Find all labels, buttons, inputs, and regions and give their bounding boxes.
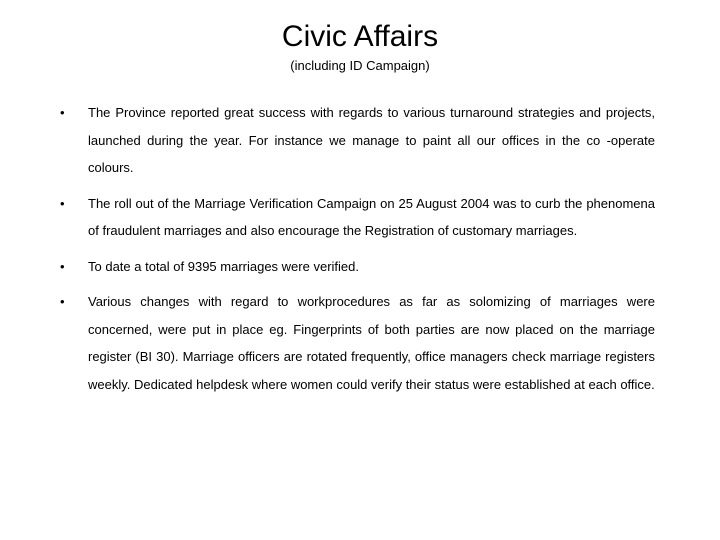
- bullet-text: The roll out of the Marriage Verification Campaign on 25 August 2004 was to curb the phenomena of fraudulent marriages and also encourage the Registration of customary marriages.: [88, 195, 655, 238]
- bullet-dot-icon: •: [60, 195, 65, 211]
- bullet-item-3: [0, 253, 720, 281]
- slide-subtitle: (including ID Campaign): [290, 58, 430, 73]
- bullet-list: [0, 99, 720, 406]
- bullet-item-1: [0, 99, 720, 182]
- bullet-text: To date a total of 9395 marriages were verified.: [88, 258, 359, 274]
- bullet-dot-icon: •: [60, 105, 65, 120]
- bullet-item-4: [0, 288, 720, 398]
- bullet-item-2: [0, 190, 720, 245]
- slide-title-text: Civic Affairs: [281, 20, 439, 53]
- bullet-dot-icon: •: [60, 258, 65, 274]
- bullet-text: Various changes with regard to workprocedures as far as solomizing of marriages were concerned, were put in place eg. Fingerprints of both parties are now placed on the marriage register (BI 30). Marriage officers are rotated frequently, office managers check marriage registers weekly. Dedicated helpdesk where women could verify their status were established at each office.: [88, 294, 655, 392]
- bullet-text: The Province reported great success with regards to various turnaround strategies and projects, launched during the year. For instance we manage to paint all our offices in the co -operate colours.: [88, 105, 655, 175]
- bullet-dot-icon: •: [60, 294, 65, 309]
- slide-title: [0, 19, 720, 55]
